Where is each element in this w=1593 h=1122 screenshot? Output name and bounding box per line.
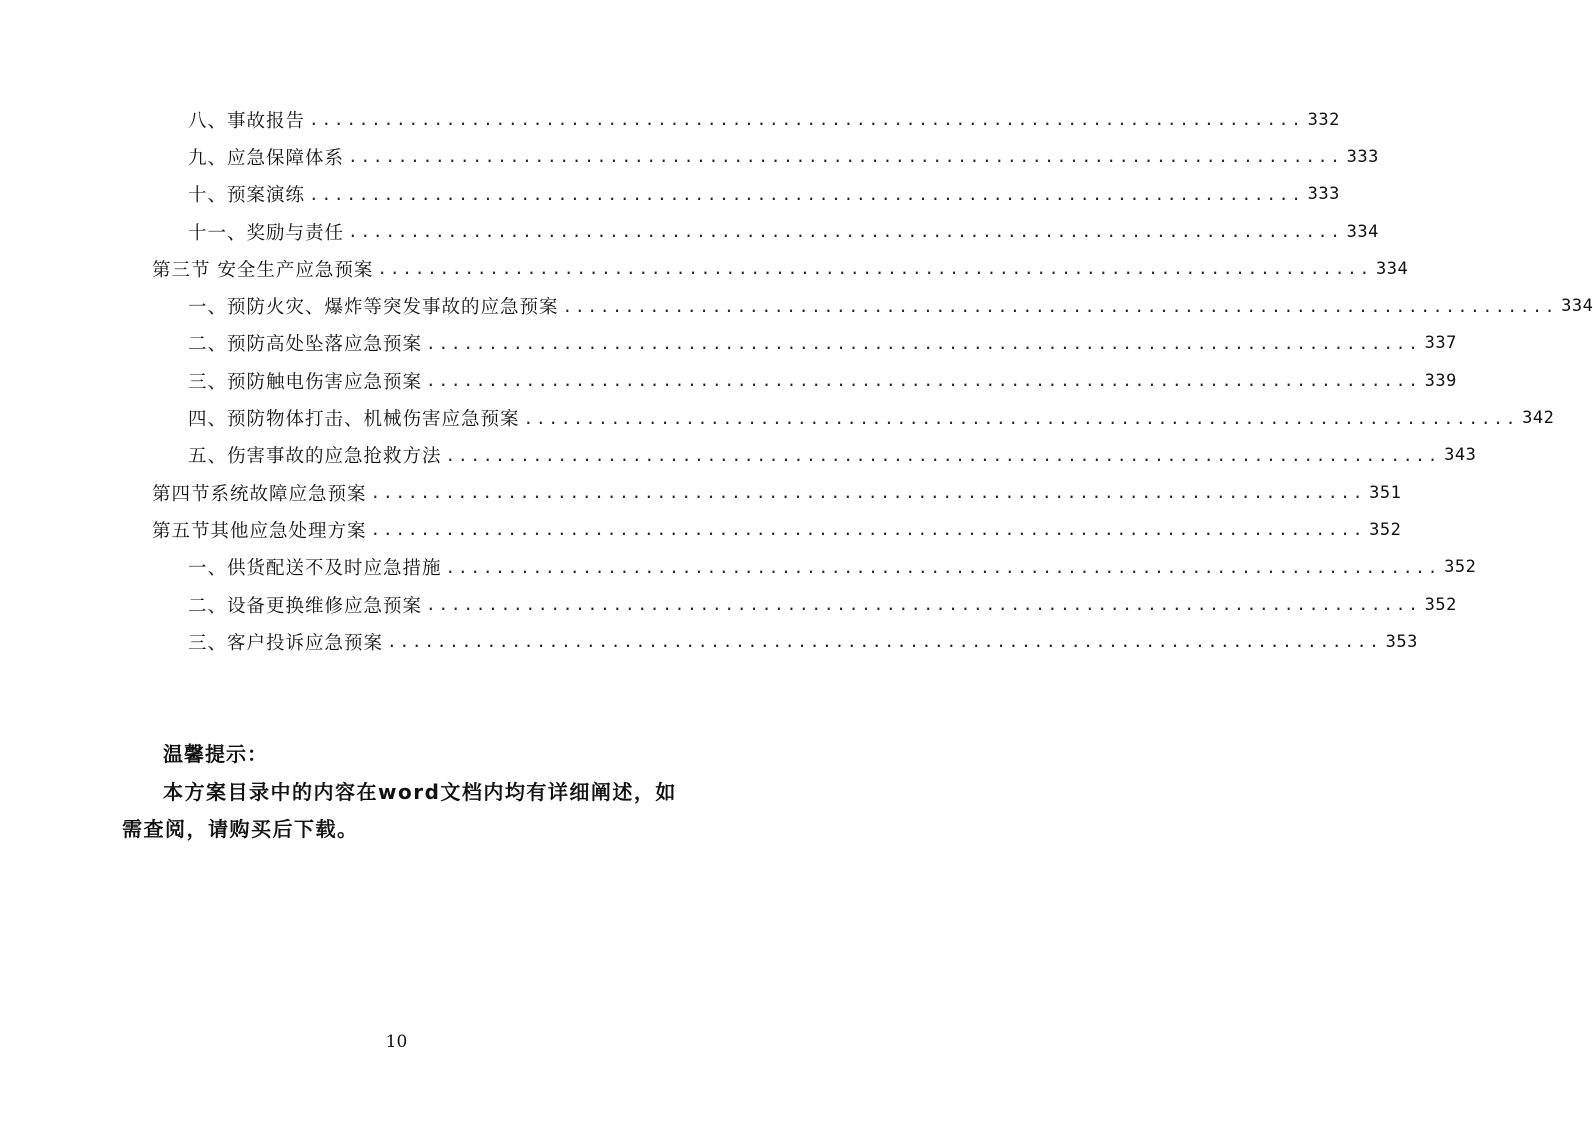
toc-entry-title: 九、应急保障体系 bbox=[188, 147, 345, 169]
toc-entry[interactable] bbox=[0, 138, 1379, 175]
toc-dot-leader: ................................................................................ bbox=[426, 371, 1421, 391]
toc-entry-title: 一、预防火灾、爆炸等突发事故的应急预案 bbox=[188, 297, 559, 319]
toc-entry[interactable] bbox=[0, 511, 1402, 548]
toc-entry-title: 二、设备更换维修应急预案 bbox=[188, 595, 423, 617]
toc-entry-title: 四、预防物体打击、机械伤害应急预案 bbox=[188, 409, 520, 431]
toc-entry-page: 351 bbox=[1369, 482, 1402, 503]
page-number: 10 bbox=[385, 1032, 408, 1052]
toc-entry-page: 334 bbox=[1346, 221, 1379, 242]
toc-entry-title: 三、客户投诉应急预案 bbox=[188, 632, 384, 654]
toc-entry[interactable] bbox=[0, 287, 1593, 324]
toc-entry-page: 339 bbox=[1424, 370, 1457, 391]
toc-entry[interactable] bbox=[0, 437, 1477, 474]
toc-entry-title: 十一、奖励与责任 bbox=[188, 222, 345, 244]
toc-dot-leader: ................................................................................ bbox=[426, 333, 1421, 353]
toc-entry-page: 352 bbox=[1424, 594, 1457, 615]
toc-entry-page: 342 bbox=[1522, 408, 1555, 429]
toc-entry-page: 334 bbox=[1561, 296, 1593, 317]
toc-entry[interactable] bbox=[0, 623, 1418, 660]
toc-entry-page: 337 bbox=[1424, 333, 1457, 354]
toc-entry-title: 二、预防高处坠落应急预案 bbox=[188, 334, 423, 356]
toc-entry-title: 五、伤害事故的应急抢救方法 bbox=[188, 446, 442, 468]
toc-dot-leader: ................................................................................ bbox=[370, 483, 1366, 503]
toc-entry-page: 332 bbox=[1307, 109, 1340, 130]
toc-entry-page: 352 bbox=[1444, 557, 1477, 578]
toc-entry[interactable] bbox=[0, 213, 1379, 250]
toc-entry[interactable] bbox=[0, 474, 1402, 511]
toc-entry-title: 一、供货配送不及时应急措施 bbox=[188, 558, 442, 580]
toc-dot-leader: ................................................................................ bbox=[445, 557, 1441, 577]
toc-dot-leader: ................................................................................ bbox=[309, 110, 1304, 130]
toc-dot-leader: ................................................................................ bbox=[348, 147, 1343, 167]
toc-dot-leader: ................................................................................ bbox=[426, 595, 1421, 614]
toc-entry-page: 343 bbox=[1444, 445, 1477, 466]
table-of-contents bbox=[0, 101, 1593, 660]
toc-entry-page: 333 bbox=[1346, 146, 1379, 167]
toc-entry[interactable] bbox=[0, 176, 1340, 213]
toc-entry-title: 十、预案演练 bbox=[188, 185, 306, 207]
toc-entry-title: 第四节系统故障应急预案 bbox=[152, 483, 367, 505]
toc-dot-leader: ................................................................................ bbox=[309, 184, 1304, 204]
toc-entry-title: 八、事故报告 bbox=[188, 110, 306, 132]
toc-entry[interactable] bbox=[0, 250, 1409, 287]
toc-entry[interactable] bbox=[0, 362, 1457, 399]
toc-dot-leader: ................................................................................ bbox=[370, 520, 1366, 540]
toc-dot-leader: ................................................................................ bbox=[348, 222, 1343, 242]
toc-entry[interactable] bbox=[0, 549, 1477, 586]
tip-heading: 温馨提示： bbox=[163, 742, 268, 766]
toc-entry-title: 三、预防触电伤害应急预案 bbox=[188, 371, 423, 393]
toc-entry-page: 353 bbox=[1385, 631, 1418, 652]
toc-entry-title: 第三节 安全生产应急预案 bbox=[152, 259, 374, 281]
toc-entry-title: 第五节其他应急处理方案 bbox=[152, 520, 367, 542]
toc-entry[interactable] bbox=[0, 325, 1457, 362]
toc-entry-page: 334 bbox=[1376, 258, 1409, 279]
toc-entry[interactable] bbox=[0, 101, 1340, 138]
toc-dot-leader: ................................................................................ bbox=[377, 259, 1373, 279]
toc-entry[interactable] bbox=[0, 399, 1555, 436]
toc-entry-page: 352 bbox=[1369, 519, 1402, 540]
toc-dot-leader: ................................................................................ bbox=[523, 408, 1519, 428]
toc-dot-leader: ................................................................................ bbox=[445, 445, 1441, 465]
toc-entry[interactable] bbox=[0, 586, 1457, 623]
toc-dot-leader: ................................................................................ bbox=[387, 632, 1382, 652]
tip-body: 本方案目录中的内容在word文档内均有详细阐述，如需查阅，请购买后下载。 bbox=[122, 780, 677, 841]
toc-dot-leader: ................................................................................ bbox=[562, 296, 1558, 316]
toc-entry-page: 333 bbox=[1307, 184, 1340, 205]
